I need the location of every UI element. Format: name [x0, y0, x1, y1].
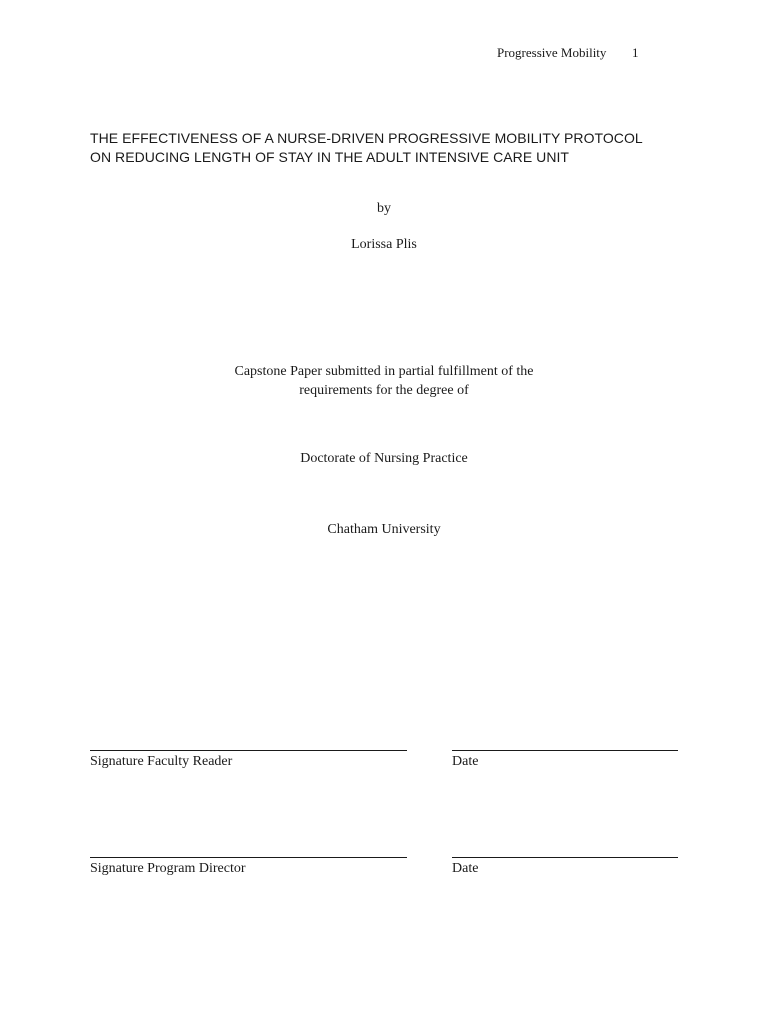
submission-line-2: requirements for the degree of — [299, 383, 469, 398]
program-director-label: Signature Program Director — [90, 861, 246, 876]
program-director-date-label: Date — [452, 861, 479, 876]
faculty-reader-date-line — [452, 750, 678, 751]
submission-statement — [0, 362, 768, 400]
page-number: 1 — [632, 45, 639, 60]
faculty-reader-signature-line — [90, 750, 407, 751]
university-name: Chatham University — [327, 522, 441, 537]
author-name: Lorissa Plis — [351, 237, 417, 252]
title-line-2: ON REDUCING LENGTH OF STAY IN THE ADULT INTENSIVE CARE UNIT — [90, 149, 570, 165]
title-line-1: THE EFFECTIVENESS OF A NURSE-DRIVEN PROGRESSIVE MOBILITY PROTOCOL — [90, 130, 643, 146]
degree-name: Doctorate of Nursing Practice — [300, 451, 468, 466]
program-director-signature-line — [90, 857, 407, 858]
faculty-reader-label: Signature Faculty Reader — [90, 754, 233, 769]
running-head: Progressive Mobility — [497, 45, 607, 60]
byline-by: by — [377, 201, 391, 216]
submission-line-1: Capstone Paper submitted in partial fulfillment of the — [234, 364, 534, 379]
program-director-date-line — [452, 857, 678, 858]
faculty-reader-date-label: Date — [452, 754, 479, 769]
document-title — [90, 129, 643, 167]
